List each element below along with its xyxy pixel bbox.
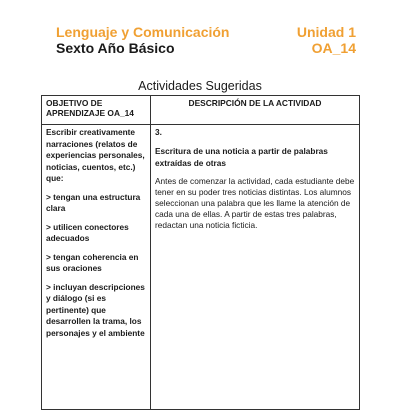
objective-column-header: OBJETIVO DE APRENDIZAJE OA_14 [42,96,151,125]
activity-cell [151,125,360,410]
objective-bullet: > tengan coherencia en sus oraciones [46,251,139,273]
activity-title: Escritura de una noticia a partir de palabras extraídas de otras [155,146,328,168]
document-header-left [56,24,229,56]
unit-label: Unidad 1 [296,24,356,40]
activity-column-header: DESCRIPCIÓN DE LA ACTIVIDAD [151,96,360,125]
table-header-row [42,96,360,125]
subject-title: Lenguaje y Comunicación [56,24,230,40]
document-header-right [297,24,356,56]
objective-bullet: > incluyan descripciones y diálogo (si es pertinente) que desarrollen la trama, los personajes y el ambiente [46,281,145,338]
objective-cell [42,125,151,410]
oa-code: OA_14 [311,40,356,56]
activity-number: 3. [155,127,162,137]
objective-intro: Escribir creativamente narraciones (relatos de experiencias personales, noticias, cuentos, etc.) que: [46,127,145,183]
objective-bullet: > tengan una estructura clara [46,191,141,213]
table-row [42,125,360,410]
objective-bullet: > utilicen conectores adecuados [46,221,129,243]
activities-table [41,95,360,410]
grade-label: Sexto Año Básico [56,40,175,56]
activity-description: Antes de comenzar la actividad, cada estudiante debe tener en su poder tres noticias distintas. Los alumnos seleccionan una palabra que les llame la atención de cada una de ellas. A partir de estas tres palabras, redactan una noticia ficticia. [155,176,355,230]
section-title: Actividades Sugeridas [138,79,262,93]
